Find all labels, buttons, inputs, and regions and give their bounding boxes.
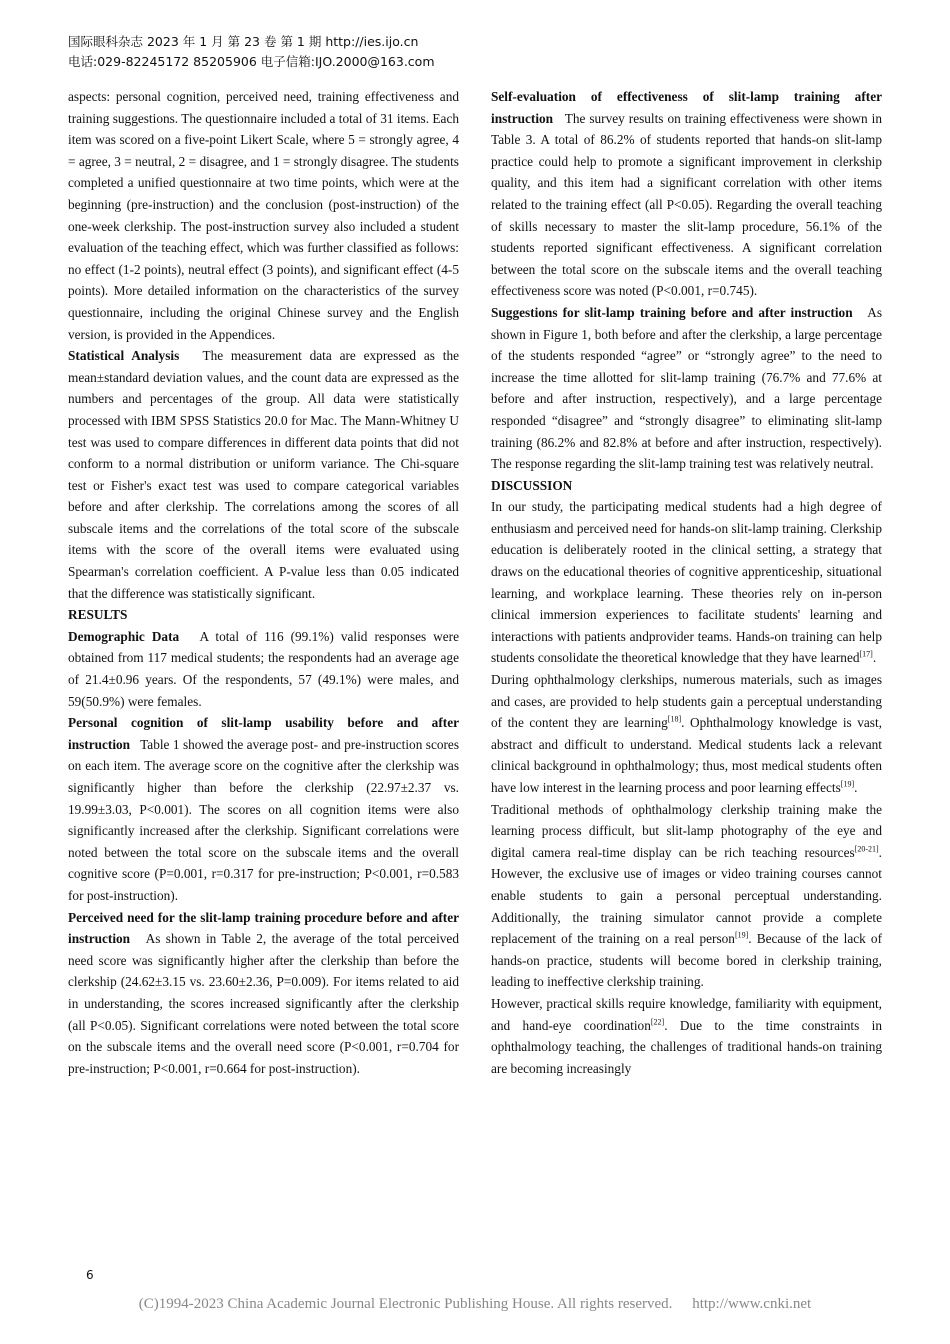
citation-19b: [19]	[734, 930, 749, 940]
discussion-paragraph-3	[491, 799, 882, 993]
discussion-paragraph-1: In our study, the participating medical students had a high degree of enthusiasm and perceived need for hands-on slit-lamp training. Clerkship education is deliberately rooted in the clinical setting, a strategy that draws on the educational theories of cognitive apprenticeship, situational learning, and workplace learning. These theories rely on in-person clinical immersion experiences to facilitate students' learning and interactions with patients andprovider teams. Hands-on training can help students consolidate the theoretical knowledge that they have learned[17].	[491, 499, 882, 666]
citation-19: [19]	[840, 779, 855, 789]
self-evaluation-heading: Self-evaluation of effectiveness of slit-lamp training after instruction	[491, 89, 882, 126]
discussion-text-3b: . However, the exclusive use of images or video training courses cannot enable students to gain a personal perceptual understanding. Additionally, the training simulator cannot provide a complete replacement of the training on a real person	[491, 844, 882, 947]
discussion-text-1: In our study, the participating medical students had a high degree of enthusiasm and perceived need for hands-on slit-lamp training. Clerkship education is deliberately rooted in the clinical setting, a strategy that draws on the educational theories of cognitive apprenticeship, situational learning, and workplace learning. These theories rely on in-person clinical immersion experiences to facilitate students' learning and interactions with patients andprovider teams. Hands-on training can help students consolidate the theoretical knowledge that they have learned	[491, 499, 882, 666]
discussion-text-4b: . Due to the time constraints in ophthalmology teaching, the challenges of traditional hands-on training are becoming increasingly	[491, 1017, 882, 1076]
header-line-2: 电话:029-82245172 85205906 电子信箱:IJO.2000@163.com	[68, 54, 435, 69]
statistical-analysis-paragraph	[68, 345, 459, 604]
suggestions-text: As shown in Figure 1, both before and after the clerkship, a large percentage of the students responded “agree” or “strongly agree” to the need to increase the time allotted for slit-lamp training (76.7% and 77.6% at before and after instruction, respectively), and a large percentage responded “disagree” and “strongly disagree” to eliminating slit-lamp training (86.2% and 82.8% at before and after instruction, respectively). The response regarding the slit-lamp training test was relatively neutral.	[491, 304, 882, 472]
methods-paragraph: aspects: personal cognition, perceived need, training effectiveness and training suggestions. The questionnaire included a total of 31 items. Each item was scored on a five-point Likert Scale, where 5 = strongly agree, 4 = agree, 3 = neutral, 2 = disagree, and 1 = strongly disagree. The students completed a unified questionnaire at two time points, which were at the beginning (pre-instruction) and the conclusion (post-instruction) of the one-week clerkship. The post-instruction survey also included a student evaluation of the teaching effect, which was further classified as follows: no effect (1-2 points), neutral effect (3 points), and significant effect (4-5 points). More detailed information on the characteristics of the survey questionnaire, including the original Chinese survey and the English version, is provided in the Appendices.	[68, 89, 459, 342]
discussion-text-2b: . Ophthalmology knowledge is vast, abstract and difficult to understand. Medical students lack a relevant clinical background in ophthalmology; thus, most medical students often have low interest in the learning process and poor learning effects	[491, 715, 882, 795]
demographic-text: A total of 116 (99.1%) valid responses were obtained from 117 medical students; the respondents had an average age of 21.4±0.96 years. Of the respondents, 57 (49.1%) were males, and 59(50.9%) were females.	[68, 628, 459, 709]
demographic-heading: Demographic Data	[68, 628, 180, 644]
statistical-analysis-text: The measurement data are expressed as the mean±standard deviation values, and the count data are expressed as the numbers and percentages of the group. All data were statistically processed with IBM SPSS Statistics 20.0 for Mac. The Mann-Whitney U test was used to compare differences in different data points that did not conform to a normal distribution or uniform variance. The Chi-square test or Fisher's exact test was used to compare categorical variables before and after clerkship. The correlations among the scores of all subscale items and the correlations of the total score of the subscale items with the score of the overall items were evaluated using Spearman's correlation coefficient. A P-value less than 0.05 indicated that the difference was statistically significant.	[68, 348, 459, 601]
discussion-text-2: During ophthalmology clerkships, numerous materials, such as images and cases, are provided to help students gain a perceptual understanding of the content they are learning	[491, 672, 882, 731]
personal-cognition-paragraph	[68, 712, 459, 906]
cnki-footer	[0, 1296, 950, 1313]
discussion-paragraph-4	[491, 993, 882, 1079]
page-number: 6	[86, 1268, 94, 1282]
discussion-heading: DISCUSSION	[491, 477, 573, 493]
personal-cognition-heading: Personal cognition of slit-lamp usability before and after instruction	[68, 715, 459, 752]
demographic-paragraph	[68, 626, 459, 712]
citation-17: [17]	[859, 650, 873, 660]
discussion-text-3: Traditional methods of ophthalmology clerkship training make the learning process difficult, but slit-lamp photography of the eye and digital camera real-time display can be rich teaching resources	[491, 801, 882, 860]
perceived-need-paragraph	[68, 907, 459, 1080]
self-evaluation-paragraph	[491, 86, 882, 302]
journal-header	[68, 32, 888, 72]
discussion-paragraph-2: During ophthalmology clerkships, numerous materials, such as images and cases, are provided to help students gain a perceptual understanding of the content they are learning[18]. Ophthalmology knowledge is vast, abstract and difficult to understand. Medical students lack a relevant clinical background in ophthalmology; thus, most medical students often have low interest in the learning process and poor learning effects[19].	[491, 672, 882, 795]
results-heading: RESULTS	[68, 607, 128, 623]
self-evaluation-text: The survey results on training effectiveness were shown in Table 3. A total of 86.2% of students reported that hands-on slit-lamp practice could help to promote a significant improvement in clerkship quality, and this item had a significant correlation with other items related to the training effect (all P<0.05). Regarding the overall teaching of skills necessary to master the slit-lamp procedure, 56.1% of the students reported significant effectiveness. A significant correlation between the total score on the subscale items and the overall teaching effectiveness score was noted (P<0.001, r=0.745).	[491, 110, 882, 299]
citation-22: [22]	[650, 1017, 665, 1027]
personal-cognition-text: Table 1 showed the average post- and pre-instruction scores on each item. The average score on the cognitive after the clerkship was significantly higher than before the clerkship (22.97±2.37 vs. 19.99±3.03, P<0.001). The scores on all cognition items were also significantly increased after the clerkship. Significant correlations were noted between the total score on the subscale items and the overall cognitive score (P=0.001, r=0.317 for pre-instruction; P<0.001, r=0.583 for post-instruction).	[68, 736, 460, 903]
citation-20-21: [20-21]	[854, 844, 879, 854]
copyright-notice: (C)1994-2023 China Academic Journal Electronic Publishing House. All rights reserved.	[138, 1296, 673, 1312]
right-column	[491, 86, 882, 1079]
statistical-analysis-heading: Statistical Analysis	[68, 348, 180, 364]
discussion-text-4: However, practical skills require knowledge, familiarity with equipment, and hand-eye coordination	[491, 995, 882, 1033]
cnki-url[interactable]: http://www.cnki.net	[692, 1296, 812, 1312]
perceived-need-text: As shown in Table 2, the average of the total perceived need score was significantly higher after the clerkship than before the clerkship (24.62±3.15 vs. 23.60±2.36, P=0.009). For items related to aid in understanding, the scores increased significantly after the clerkship (all P<0.05). Significant correlations were noted between the total score on the subscale items and the overall need score (P<0.001, r=0.704 for pre-instruction; P<0.001, r=0.664 for post-instruction).	[68, 931, 459, 1076]
discussion-text-3c: . Because of the lack of hands-on practice, students will become bored in clerkship training, leading to ineffective clerkship training.	[491, 931, 882, 990]
header-line-1: 国际眼科杂志 2023 年 1 月 第 23 卷 第 1 期 http://ies.ijo.cn	[68, 34, 419, 49]
suggestions-paragraph	[491, 302, 882, 475]
citation-18: [18]	[667, 714, 682, 724]
perceived-need-heading: Perceived need for the slit-lamp training procedure before and after instruction	[68, 909, 459, 947]
suggestions-heading: Suggestions for slit-lamp training before and after instruction	[491, 304, 853, 320]
left-column	[68, 86, 459, 1079]
